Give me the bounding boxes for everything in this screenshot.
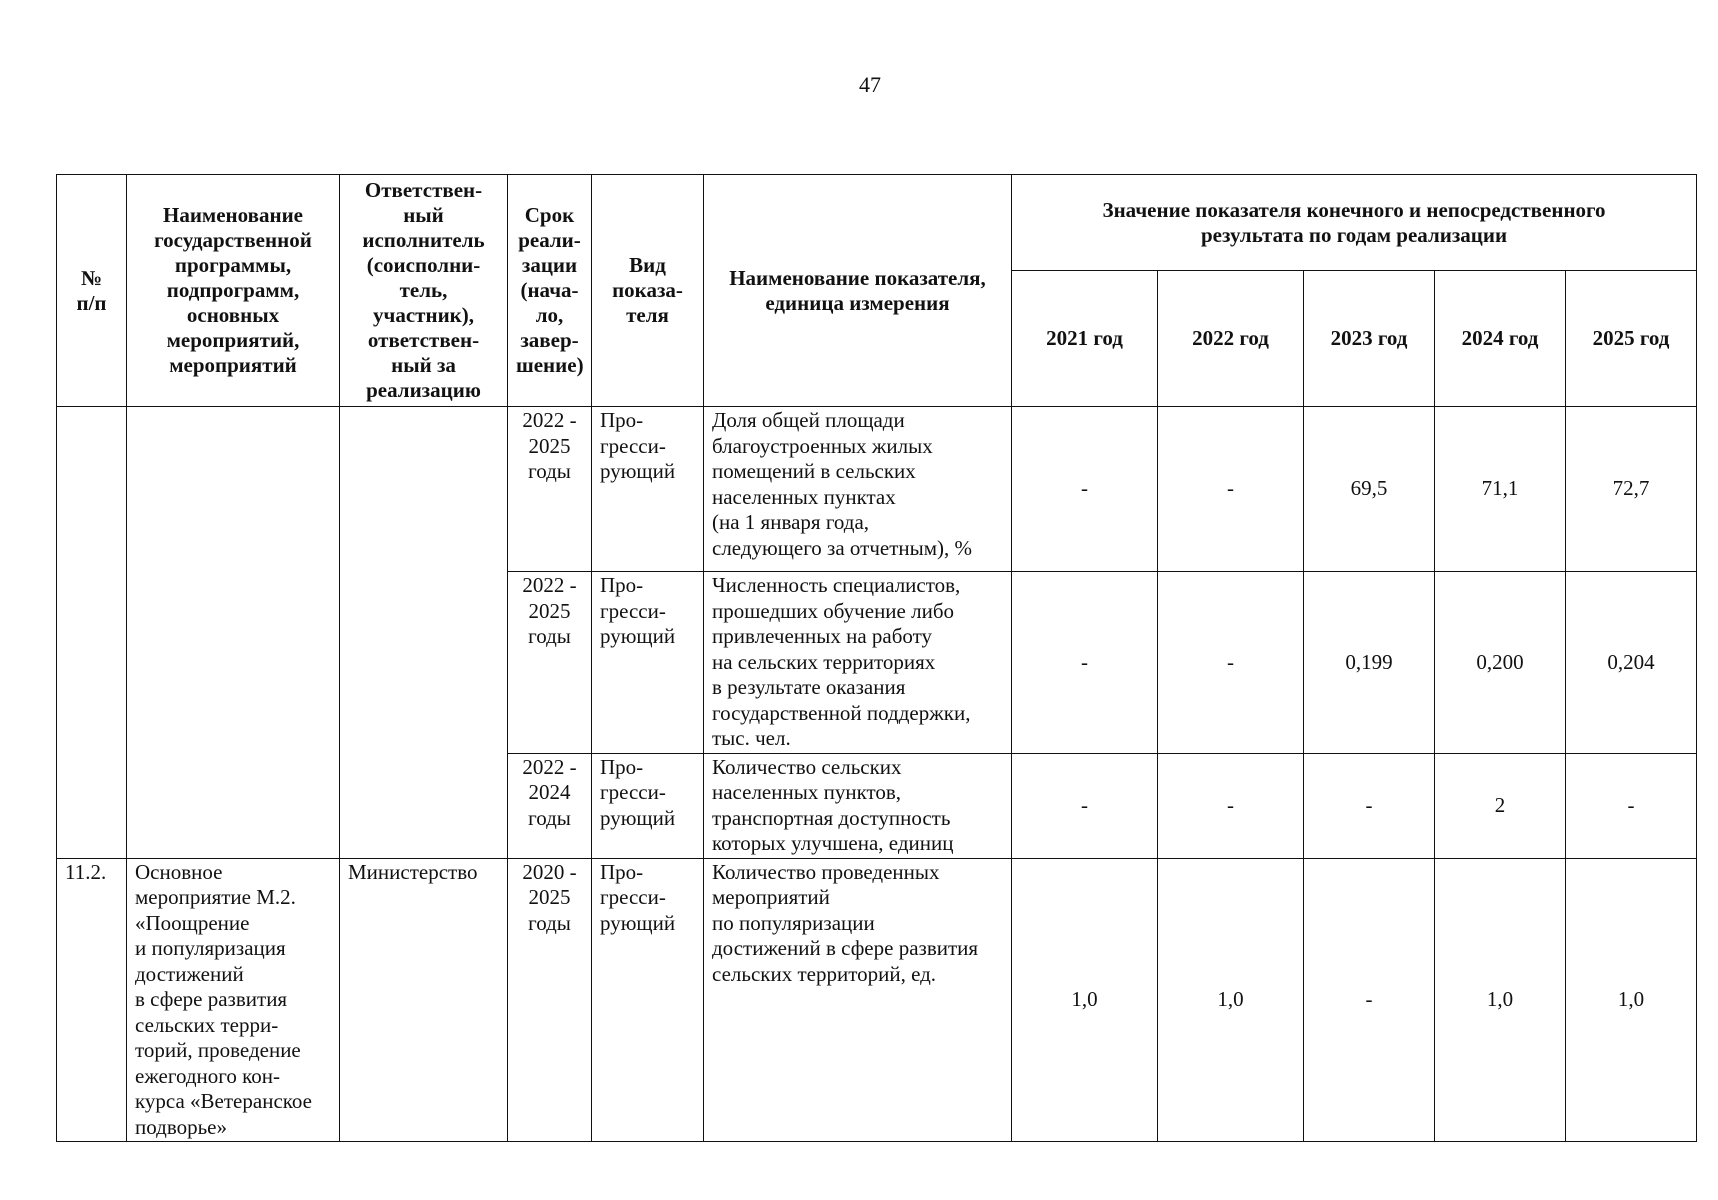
header-term: Срок реали- зации (нача- ло, завер- шение) (508, 175, 592, 407)
header-num: № п/п (57, 175, 127, 407)
page-number: 47 (859, 72, 881, 97)
header-indicator-type: Вид показа- теля (592, 175, 704, 407)
cell-num (57, 407, 127, 859)
cell-term: 2020 - 2025 годы (508, 858, 592, 1142)
cell-indicator-name: Количество сельских населенных пунктов, транспортная доступность которых улучшена, единиц (704, 753, 1012, 858)
cell-value-2023: 0,199 (1304, 572, 1435, 754)
cell-value-2021: - (1012, 753, 1158, 858)
cell-value-2025: 1,0 (1566, 858, 1697, 1142)
cell-indicator-type: Про- гресси- рующий (592, 858, 704, 1142)
cell-value-2022: - (1158, 572, 1304, 754)
cell-num: 11.2. (57, 858, 127, 1142)
cell-value-2025: 0,204 (1566, 572, 1697, 754)
header-year-2022: 2022 год (1158, 271, 1304, 407)
cell-program-name (127, 407, 340, 859)
table-row (57, 407, 1697, 572)
cell-indicator-type: Про- гресси- рующий (592, 572, 704, 754)
header-year-2024: 2024 год (1435, 271, 1566, 407)
cell-value-2025: 72,7 (1566, 407, 1697, 572)
cell-value-2023: - (1304, 858, 1435, 1142)
header-year-2023: 2023 год (1304, 271, 1435, 407)
cell-value-2025: - (1566, 753, 1697, 858)
cell-term: 2022 - 2024 годы (508, 753, 592, 858)
header-program-name: Наименование государственной программы, подпрограмм, основных мероприятий, мероприятий (127, 175, 340, 407)
cell-indicator-type: Про- гресси- рующий (592, 407, 704, 572)
cell-indicator-name: Численность специалистов, прошедших обучение либо привлеченных на работу на сельских территориях в результате оказания государственной поддержки, тыс. чел. (704, 572, 1012, 754)
cell-value-2024: 0,200 (1435, 572, 1566, 754)
cell-term: 2022 - 2025 годы (508, 407, 592, 572)
cell-value-2021: - (1012, 572, 1158, 754)
cell-responsible (340, 407, 508, 859)
cell-value-2022: 1,0 (1158, 858, 1304, 1142)
cell-value-2022: - (1158, 753, 1304, 858)
cell-indicator-type: Про- гресси- рующий (592, 753, 704, 858)
header-indicator-name: Наименование показателя, единица измерения (704, 175, 1012, 407)
header-year-2025: 2025 год (1566, 271, 1697, 407)
cell-value-2024: 1,0 (1435, 858, 1566, 1142)
cell-value-2024: 2 (1435, 753, 1566, 858)
cell-indicator-name: Доля общей площади благоустроенных жилых помещений в сельских населенных пунктах (на 1 января года, следующего за отчетным), % (704, 407, 1012, 572)
cell-value-2024: 71,1 (1435, 407, 1566, 572)
cell-term: 2022 - 2025 годы (508, 572, 592, 754)
cell-value-2021: - (1012, 407, 1158, 572)
table-header-row (57, 175, 1697, 271)
cell-value-2023: - (1304, 753, 1435, 858)
cell-value-2022: - (1158, 407, 1304, 572)
cell-indicator-name: Количество проведенных мероприятий по популяризации достижений в сфере развития сельских территорий, ед. (704, 858, 1012, 1142)
header-values-group: Значение показателя конечного и непосредственного результата по годам реализации (1012, 175, 1697, 271)
cell-program-name: Основное мероприятие М.2. «Поощрение и популяризация достижений в сфере развития сельских терри- торий, проведение ежегодного кон- курса «Ветеранское подворье» (127, 858, 340, 1142)
cell-value-2023: 69,5 (1304, 407, 1435, 572)
header-year-2021: 2021 год (1012, 271, 1158, 407)
cell-value-2021: 1,0 (1012, 858, 1158, 1142)
cell-responsible: Министерство (340, 858, 508, 1142)
header-responsible: Ответствен- ный исполнитель (соисполни- тель, участник), ответствен- ный за реализацию (340, 175, 508, 407)
table-row (57, 858, 1697, 1142)
indicators-table (56, 174, 1697, 1142)
